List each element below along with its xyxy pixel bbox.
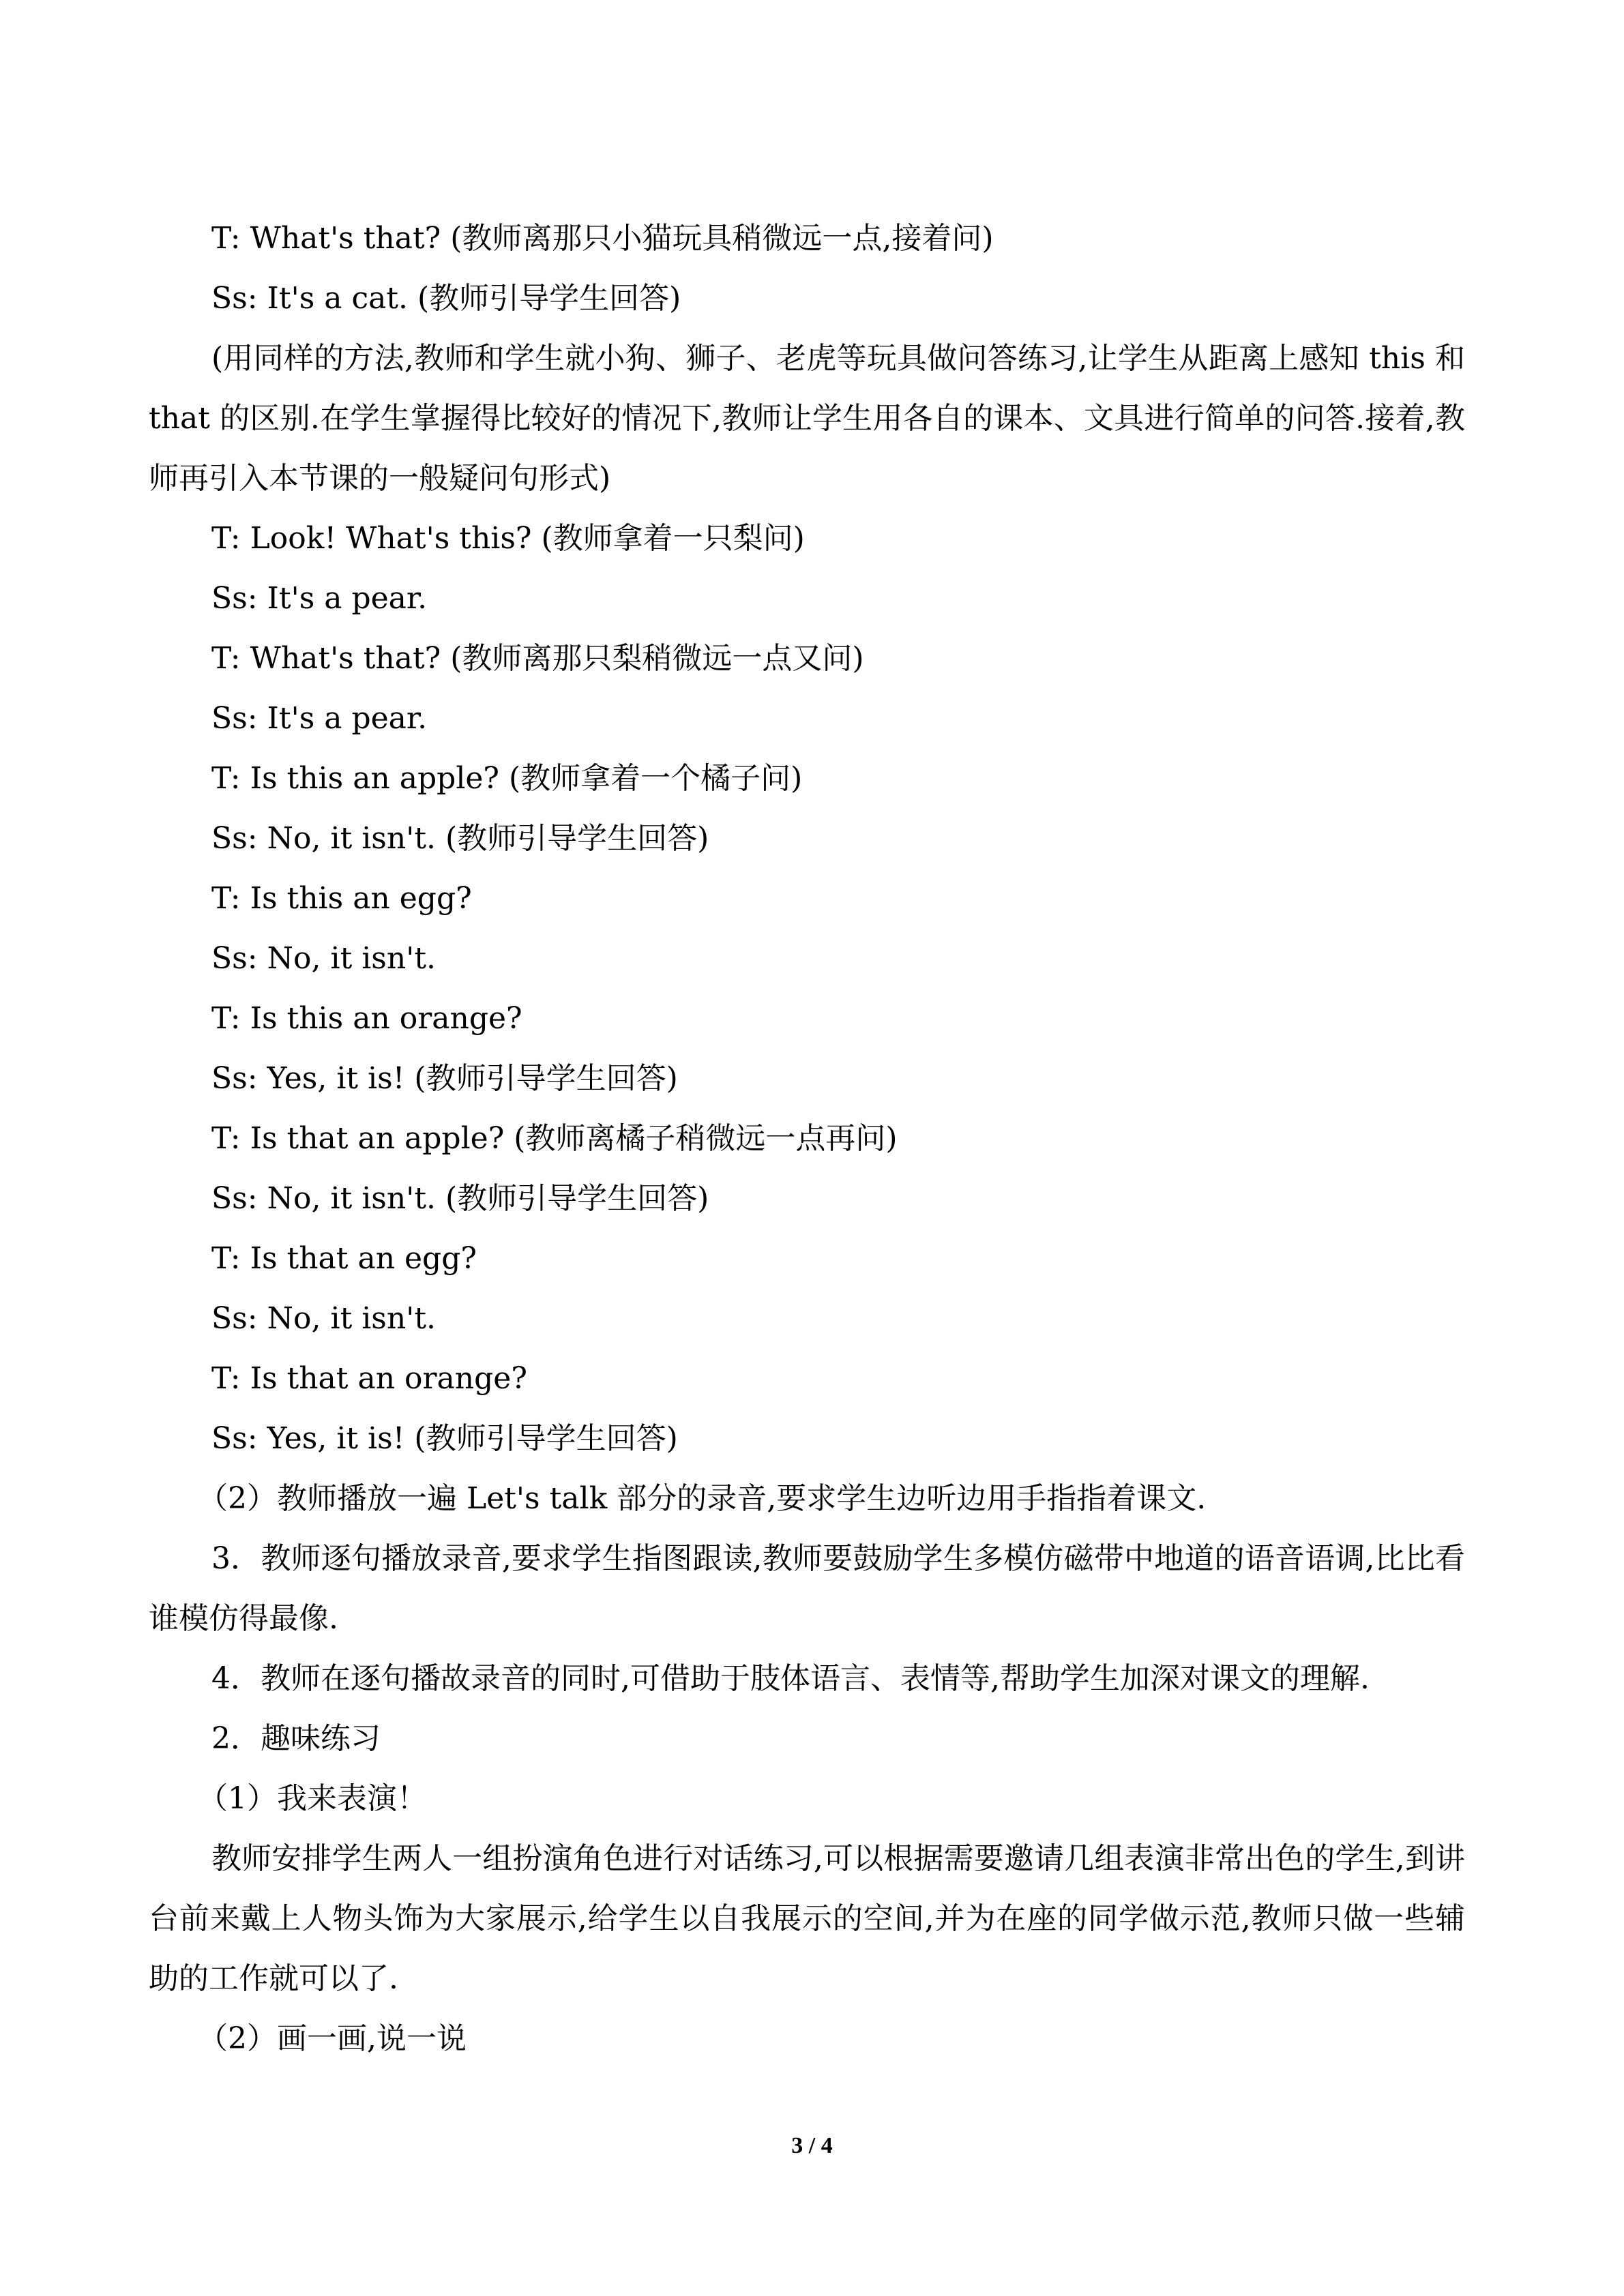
dialogue-line: T: Is that an orange? — [211, 1361, 527, 1396]
dialogue-line: T: Is this an egg? — [211, 881, 472, 916]
instruction-paragraph: (用同样的方法,教师和学生就小狗、狮子、老虎等玩具做问答练习,让学生从距离上感知 this 和 that 的区别.在学生掌握得比较好的情况下,教师让学生用各自的课本、文具进行简单的问答.接着,教师再引入本节课的一般疑问句形式) — [149, 341, 1465, 496]
dialogue-line: Ss: No, it isn't. — [211, 941, 436, 976]
section-heading: 2．趣味练习 — [211, 1721, 381, 1756]
dialogue-line: T: Is this an apple? (教师拿着一个橘子问) — [211, 761, 803, 796]
dialogue-line: T: Is that an apple? (教师离橘子稍微远一点再问) — [211, 1121, 898, 1156]
body-paragraph: 教师安排学生两人一组扮演角色进行对话练习,可以根据需要邀请几组表演非常出色的学生,到讲台前来戴上人物头饰为大家展示,给学生以自我展示的空间,并为在座的同学做示范,教师只做一些辅助的工作就可以了. — [149, 1841, 1465, 1996]
dialogue-line: Ss: No, it isn't. (教师引导学生回答) — [211, 821, 709, 856]
dialogue-line: T: Is that an egg? — [211, 1241, 477, 1276]
subsection-heading: （1）我来表演！ — [198, 1781, 427, 1816]
dialogue-line: Ss: It's a pear. — [211, 701, 428, 736]
dialogue-line: T: What's that? (教师离那只梨稍微远一点又问) — [211, 641, 864, 676]
step-paragraph: 4．教师在逐句播故录音的同时,可借助于肢体语言、表情等,帮助学生加深对课文的理解. — [211, 1661, 1370, 1696]
dialogue-line: Ss: Yes, it is! (教师引导学生回答) — [211, 1421, 678, 1456]
dialogue-line: Ss: It's a pear. — [211, 581, 428, 616]
dialogue-line: T: Is this an orange? — [211, 1001, 522, 1036]
step-paragraph: 3．教师逐句播放录音,要求学生指图跟读,教师要鼓励学生多模仿磁带中地道的语音语调,比比看谁模仿得最像. — [149, 1541, 1465, 1636]
subsection-heading: （2）画一画,说一说 — [198, 2021, 467, 2056]
step-paragraph: （2）教师播放一遍 Let's talk 部分的录音,要求学生边听边用手指指着课文. — [198, 1481, 1207, 1516]
dialogue-line: Ss: No, it isn't. — [211, 1301, 436, 1336]
dialogue-line: Ss: No, it isn't. (教师引导学生回答) — [211, 1181, 709, 1216]
dialogue-line: Ss: Yes, it is! (教师引导学生回答) — [211, 1061, 678, 1096]
dialogue-line: Ss: It's a cat. (教师引导学生回答) — [211, 281, 681, 316]
page-number: 3 / 4 — [791, 2133, 833, 2158]
dialogue-line: T: What's that? (教师离那只小猫玩具稍微远一点,接着问) — [211, 221, 994, 256]
dialogue-line: T: Look! What's this? (教师拿着一只梨问) — [211, 521, 805, 556]
document-body — [149, 209, 1465, 2069]
